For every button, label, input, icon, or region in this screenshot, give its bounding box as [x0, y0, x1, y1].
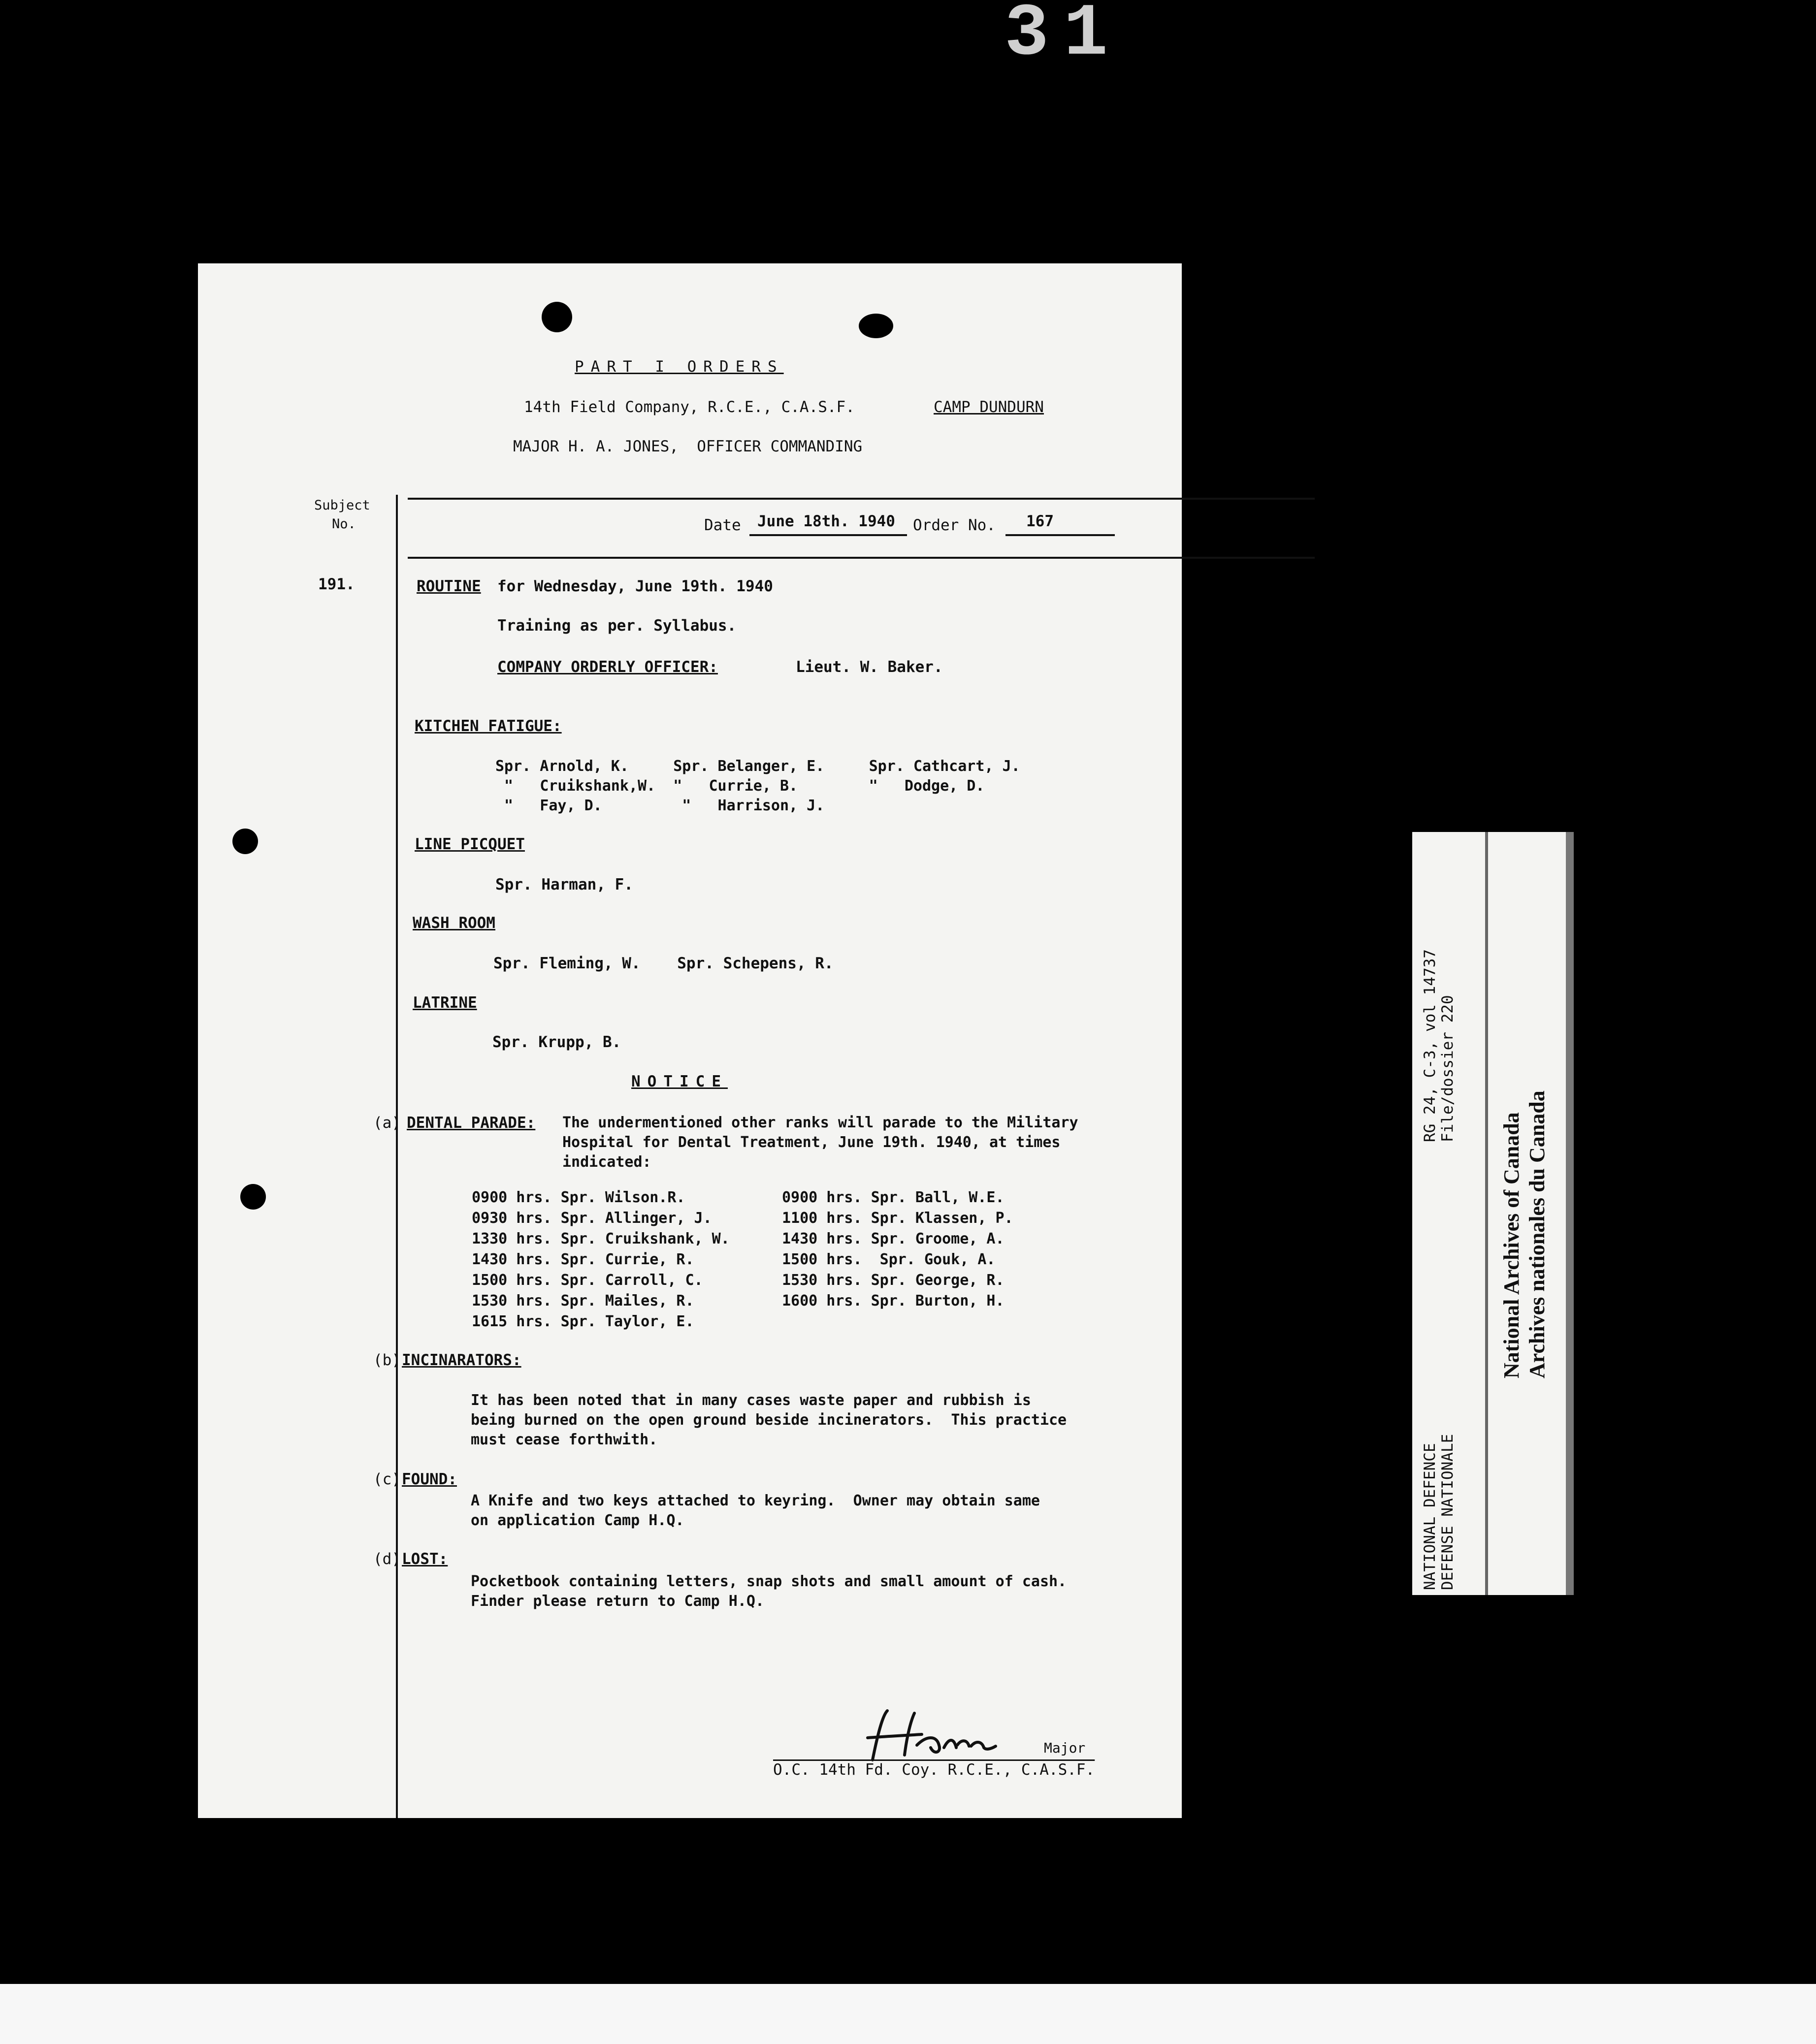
kitchen-fatigue-heading: KITCHEN FATIGUE: — [415, 717, 562, 735]
dental-left-row: 0930 hrs. Spr. Allinger, J. — [472, 1210, 712, 1227]
dental-right-row: 1430 hrs. Spr. Groome, A. — [782, 1230, 1005, 1247]
item-number: 191. — [318, 575, 355, 593]
order-underline — [1005, 534, 1115, 536]
dental-parade-text-3: indicated: — [562, 1153, 651, 1171]
order-number-value: 167 — [1026, 512, 1054, 530]
archive-name-fr: Archives nationales du Canada — [1525, 1090, 1549, 1378]
dental-right-row: 1600 hrs. Spr. Burton, H. — [782, 1292, 1005, 1309]
kitchen-row-2: " Cruikshank,W. " Currie, B. " Dodge, D. — [495, 777, 985, 795]
punch-hole-top — [232, 829, 258, 854]
found-text-1: A Knife and two keys attached to keyring. Owner may obtain same — [471, 1492, 1040, 1509]
notice-heading: NOTICE — [631, 1073, 728, 1090]
wash-room-heading: WASH ROOM — [413, 914, 495, 932]
archive-reference-1: RG 24, C-3, vol 14737 — [1421, 949, 1439, 1142]
dental-right-row: 1500 hrs. Spr. Gouk, A. — [782, 1251, 996, 1268]
department-en: NATIONAL DEFENCE — [1421, 1443, 1439, 1590]
dental-left-row: 1330 hrs. Spr. Cruikshank, W. — [472, 1230, 730, 1247]
date-label: Date — [704, 516, 741, 534]
notice-c-label: (c) — [373, 1470, 401, 1488]
incinerators-text-1: It has been noted that in many cases waste paper and rubbish is — [471, 1392, 1031, 1409]
incinerators-text-3: must cease forthwith. — [471, 1431, 658, 1448]
dental-right-row: 1100 hrs. Spr. Klassen, P. — [782, 1210, 1013, 1227]
commanding-officer: MAJOR H. A. JONES, OFFICER COMMANDING — [513, 438, 863, 455]
archive-name-en: National Archives of Canada — [1499, 1112, 1524, 1378]
notice-d-label: (d) — [373, 1550, 401, 1568]
wash-room-text: Spr. Fleming, W. Spr. Schepens, R. — [493, 955, 834, 972]
page-title: PART I ORDERS — [575, 358, 784, 376]
date-value: June 18th. 1940 — [757, 512, 895, 530]
routine-heading: ROUTINE — [417, 577, 481, 595]
archive-reference-2: File/dossier 220 — [1439, 995, 1457, 1142]
orderly-officer-heading: COMPANY ORDERLY OFFICER: — [497, 658, 718, 676]
date-underline — [749, 534, 907, 536]
dental-right-row: 0900 hrs. Spr. Ball, W.E. — [782, 1189, 1005, 1206]
dental-left-row: 1615 hrs. Spr. Taylor, E. — [472, 1313, 694, 1330]
latrine-text: Spr. Krupp, B. — [492, 1033, 621, 1051]
archive-stamp — [1412, 832, 1574, 1595]
incinerators-text-2: being burned on the open ground beside incinerators. This practice — [471, 1411, 1067, 1429]
order-number-label: Order No. — [913, 516, 996, 534]
dental-right-row: 1530 hrs. Spr. George, R. — [782, 1272, 1005, 1289]
unit-name: 14th Field Company, R.C.E., C.A.S.F. — [524, 398, 855, 416]
dental-parade-text-2: Hospital for Dental Treatment, June 19th. 1940, at times — [562, 1134, 1061, 1151]
dental-parade-text-1: The undermentioned other ranks will parade to the Military — [562, 1114, 1078, 1131]
ink-blot-left — [542, 302, 572, 332]
order-document — [198, 263, 1182, 1818]
found-text-2: on application Camp H.Q. — [471, 1512, 684, 1529]
line-picquet-heading: LINE PICQUET — [415, 835, 525, 853]
lost-text-1: Pocketbook containing letters, snap shots and small amount of cash. — [471, 1573, 1067, 1590]
notice-b-label: (b) — [373, 1351, 401, 1369]
training-text: Training as per. Syllabus. — [497, 617, 737, 635]
margin-rule — [396, 495, 398, 1818]
found-heading: FOUND: — [402, 1470, 457, 1488]
stamp-divider — [1485, 832, 1488, 1595]
latrine-heading: LATRINE — [413, 994, 477, 1012]
notice-a-label: (a) — [373, 1114, 401, 1132]
signature-rank: Major — [1044, 1740, 1086, 1756]
film-edge — [0, 1984, 1816, 2044]
subject-no-label: No. — [332, 516, 356, 532]
orderly-officer-name: Lieut. W. Baker. — [796, 658, 943, 676]
routine-text: for Wednesday, June 19th. 1940 — [497, 577, 773, 595]
dental-left-row: 1530 hrs. Spr. Mailes, R. — [472, 1292, 694, 1309]
department-fr: DEFENSE NATIONALE — [1439, 1434, 1457, 1590]
kitchen-row-3: " Fay, D. " Harrison, J. — [495, 797, 825, 814]
line-picquet-text: Spr. Harman, F. — [495, 876, 633, 894]
camp-name: CAMP DUNDURN — [934, 398, 1044, 416]
dental-left-row: 1500 hrs. Spr. Carroll, C. — [472, 1272, 703, 1289]
header-rule-bottom — [408, 557, 1315, 559]
dental-parade-heading: DENTAL PARADE: — [407, 1114, 536, 1132]
signature-line: O.C. 14th Fd. Coy. R.C.E., C.A.S.F. — [773, 1761, 1095, 1779]
header-rule-top — [408, 498, 1315, 500]
subject-label: Subject — [314, 498, 370, 513]
lost-text-2: Finder please return to Camp H.Q. — [471, 1593, 765, 1610]
ink-blot-right — [859, 314, 893, 338]
lost-heading: LOST: — [402, 1550, 448, 1568]
frame-number: 31 — [1005, 0, 1123, 76]
dental-left-row: 1430 hrs. Spr. Currie, R. — [472, 1251, 694, 1268]
kitchen-row-1: Spr. Arnold, K. Spr. Belanger, E. Spr. Cathcart, J. — [495, 758, 1020, 775]
punch-hole-bottom — [240, 1184, 266, 1210]
incinerators-heading: INCINARATORS: — [402, 1351, 521, 1369]
dental-left-row: 0900 hrs. Spr. Wilson.R. — [472, 1189, 685, 1206]
